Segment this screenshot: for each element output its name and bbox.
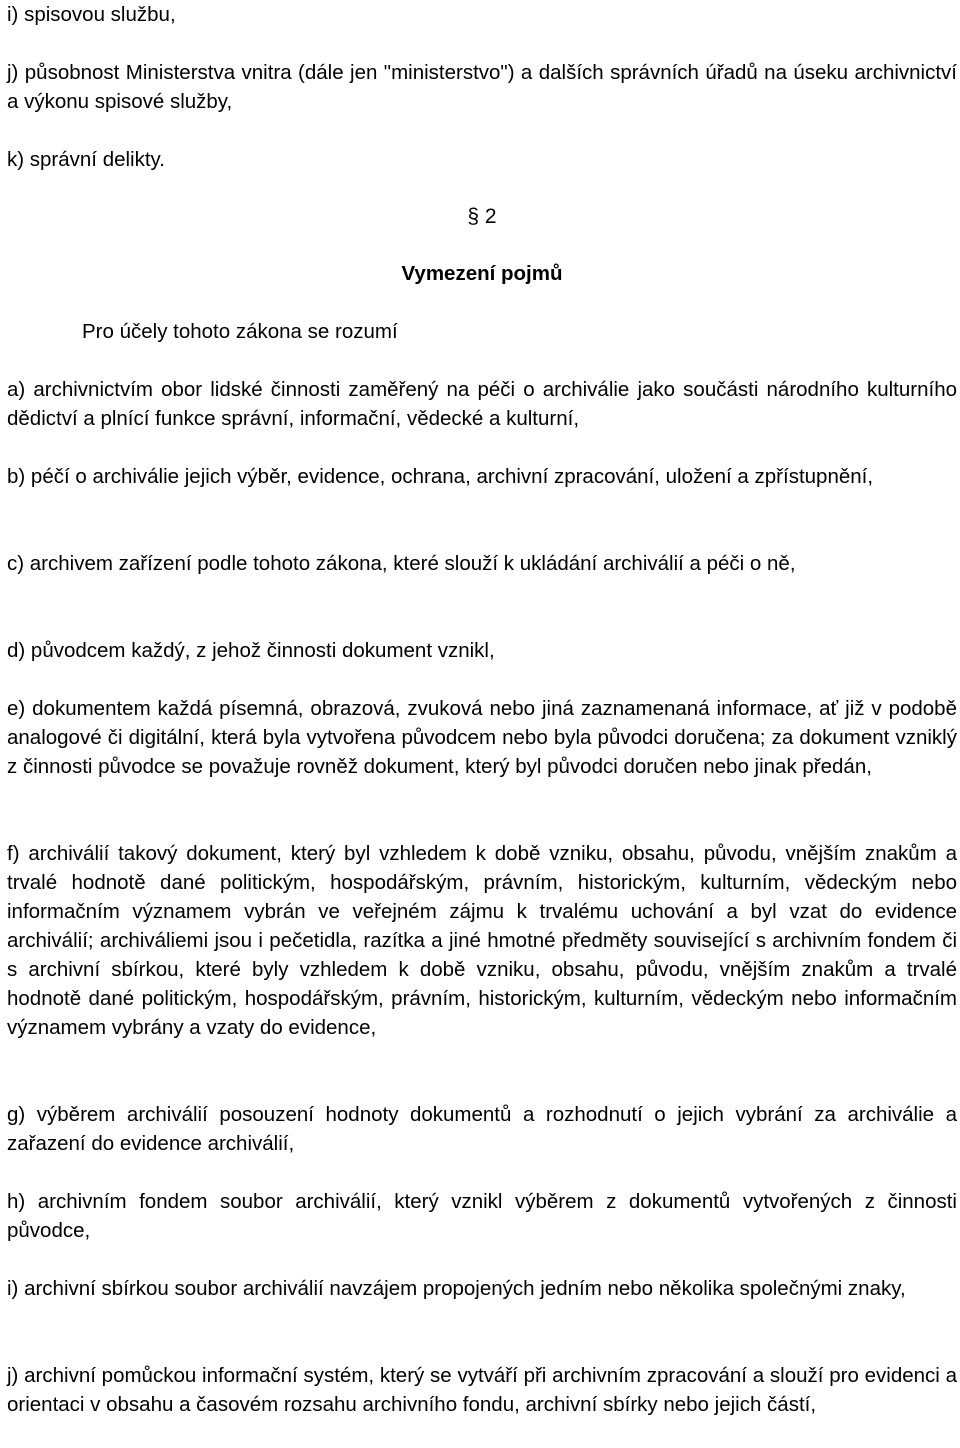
definition-f: f) archiválií takový dokument, který byl vzhledem k době vzniku, obsahu, původu, vnějším znakům a trvalé hodnotě dané politickým, hospodářským, právním, historickým, kulturním, vědeckým nebo informačním významem vybrán ve veřejném zájmu k trvalému uchování a byl vzat do evidence archiválií; archiváliemi jsou i pečetidla, razítka a jiné hmotné předměty související s archivním fondem či s archivní sbírkou, které byly vzhledem k době vzniku, obsahu, původu, vnějším znakům a trvalé hodnotě dané politickým, hospodářským, právním, historickým, kulturním, vědeckým nebo informačním významem vybrány a vzaty do evidence,: [7, 842, 957, 1039]
section-number: § 2: [467, 205, 497, 228]
item-i-spisova-sluzba: i) spisovou službu,: [7, 3, 176, 26]
definition-d: d) původcem každý, z jehož činnosti dokument vznikl,: [7, 639, 495, 662]
section-heading: Vymezení pojmů: [401, 262, 563, 285]
item-j-pusobnost: j) působnost Ministerstva vnitra (dále jen "ministerstvo") a dalších správních úřadů na úseku archivnictví a výkonu spisové služby,: [7, 61, 957, 113]
section-intro: Pro účely tohoto zákona se rozumí: [82, 320, 398, 343]
definition-e: e) dokumentem každá písemná, obrazová, zvuková nebo jiná zaznamenaná informace, ať již v podobě analogové či digitální, která byla vytvořena původcem nebo byla původci doručena; za dokument vzniklý z činnosti původce se považuje rovněž dokument, který byl původci doručen nebo jinak předán,: [7, 697, 957, 778]
item-k-spravni-delikty: k) správní delikty.: [7, 148, 165, 171]
definition-i: i) archivní sbírkou soubor archiválií navzájem propojených jedním nebo několika společnými znaky,: [7, 1277, 906, 1300]
definition-h: h) archivním fondem soubor archiválií, který vznikl výběrem z dokumentů vytvořených z činnosti původce,: [7, 1190, 957, 1242]
definition-c: c) archivem zařízení podle tohoto zákona, které slouží k ukládání archiválií a péči o ně,: [7, 552, 796, 575]
definition-j: j) archivní pomůckou informační systém, který se vytváří při archivním zpracování a slouží pro evidenci a orientaci v obsahu a časovém rozsahu archivního fondu, archivní sbírky nebo jejich částí,: [7, 1364, 957, 1416]
definition-a: a) archivnictvím obor lidské činnosti zaměřený na péči o archiválie jako součásti národního kulturního dědictví a plnící funkce správní, informační, vědecké a kulturní,: [7, 378, 957, 430]
definition-g: g) výběrem archiválií posouzení hodnoty dokumentů a rozhodnutí o jejich vybrání za archiválie a zařazení do evidence archiválií,: [7, 1103, 957, 1155]
definition-b: b) péčí o archiválie jejich výběr, evidence, ochrana, archivní zpracování, uložení a zpřístupnění,: [7, 465, 874, 488]
